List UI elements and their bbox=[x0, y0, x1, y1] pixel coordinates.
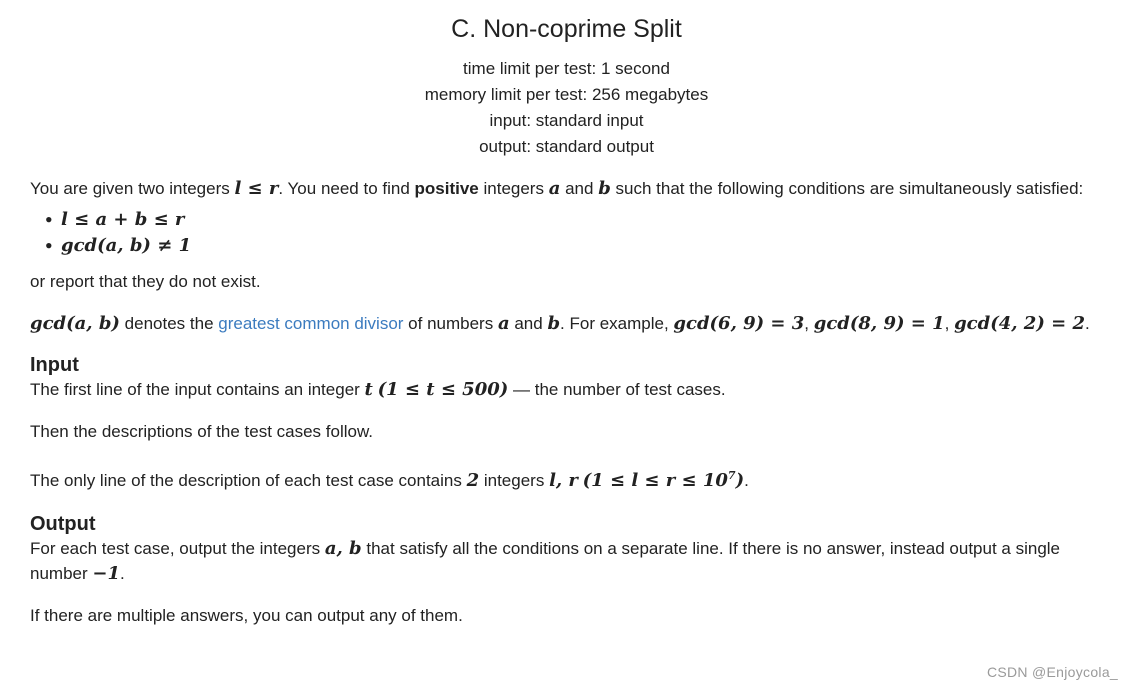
input-heading: Input bbox=[30, 354, 79, 376]
output-line-1: For each test case, output the integers a, b that satisfy all the conditions on a separate line. If there is no answer, instead output a single number −1. bbox=[30, 538, 1061, 584]
math-lr-range: $(1 \le l \le r \le 10^7)$ bbox=[582, 469, 745, 491]
statement-paragraph-2: or report that they do not exist. bbox=[30, 272, 261, 291]
problem-title: C. Non-coprime Split bbox=[451, 15, 682, 43]
math-l-le-r: l ≤ r bbox=[234, 178, 279, 199]
condition-gcd: • gcd(a, b) ≠ 1 bbox=[44, 233, 1093, 259]
bold-positive: positive bbox=[414, 179, 479, 198]
input-spec: input: standard input bbox=[489, 111, 644, 130]
example-gcd-2: gcd(8, 9) = 1 bbox=[813, 313, 945, 334]
math-gcd-ab: gcd(a, b) bbox=[30, 313, 120, 334]
statement-paragraph-3: gcd(a, b) denotes the greatest common divisor of numbers a and b. For example, gcd(6, 9) = 3, gcd(8, 9) = 1, gcd(4, 2) = 2. bbox=[30, 313, 1090, 334]
problem-header bbox=[0, 0, 1133, 160]
input-line-2: Then the descriptions of the test cases follow. bbox=[30, 422, 374, 441]
input-line-1: The first line of the input contains an integer t (1 ≤ t ≤ 500) — the number of test cases. bbox=[30, 379, 726, 400]
math-b: b bbox=[598, 178, 611, 199]
problem-statement bbox=[30, 176, 1093, 628]
time-limit: time limit per test: 1 second bbox=[463, 59, 670, 78]
memory-limit: memory limit per test: 256 megabytes bbox=[424, 85, 709, 104]
example-gcd-1: gcd(6, 9) = 3 bbox=[673, 313, 805, 334]
statement-paragraph-1: You are given two integers l ≤ r. You need to find positive integers a and b such that the following conditions are simultaneously satisfied: bbox=[30, 178, 1084, 199]
example-gcd-3: gcd(4, 2) = 2 bbox=[954, 313, 1085, 334]
csdn-watermark: CSDN @Enjoycola_ bbox=[986, 664, 1118, 680]
gcd-link[interactable]: greatest common divisor bbox=[218, 314, 404, 333]
math-t-range: (1 ≤ t ≤ 500) bbox=[377, 379, 509, 400]
math-a: a bbox=[548, 178, 561, 199]
conditions-list bbox=[30, 207, 1093, 259]
output-spec: output: standard output bbox=[479, 137, 654, 156]
output-line-2: If there are multiple answers, you can output any of them. bbox=[30, 606, 463, 625]
condition-sum-range: • l ≤ a + b ≤ r bbox=[44, 207, 1093, 233]
input-line-3: The only line of the description of each test case contains 2 integers l, r $(1 \le l \le r \le 10^7)$. bbox=[30, 469, 749, 491]
output-heading: Output bbox=[30, 513, 96, 535]
